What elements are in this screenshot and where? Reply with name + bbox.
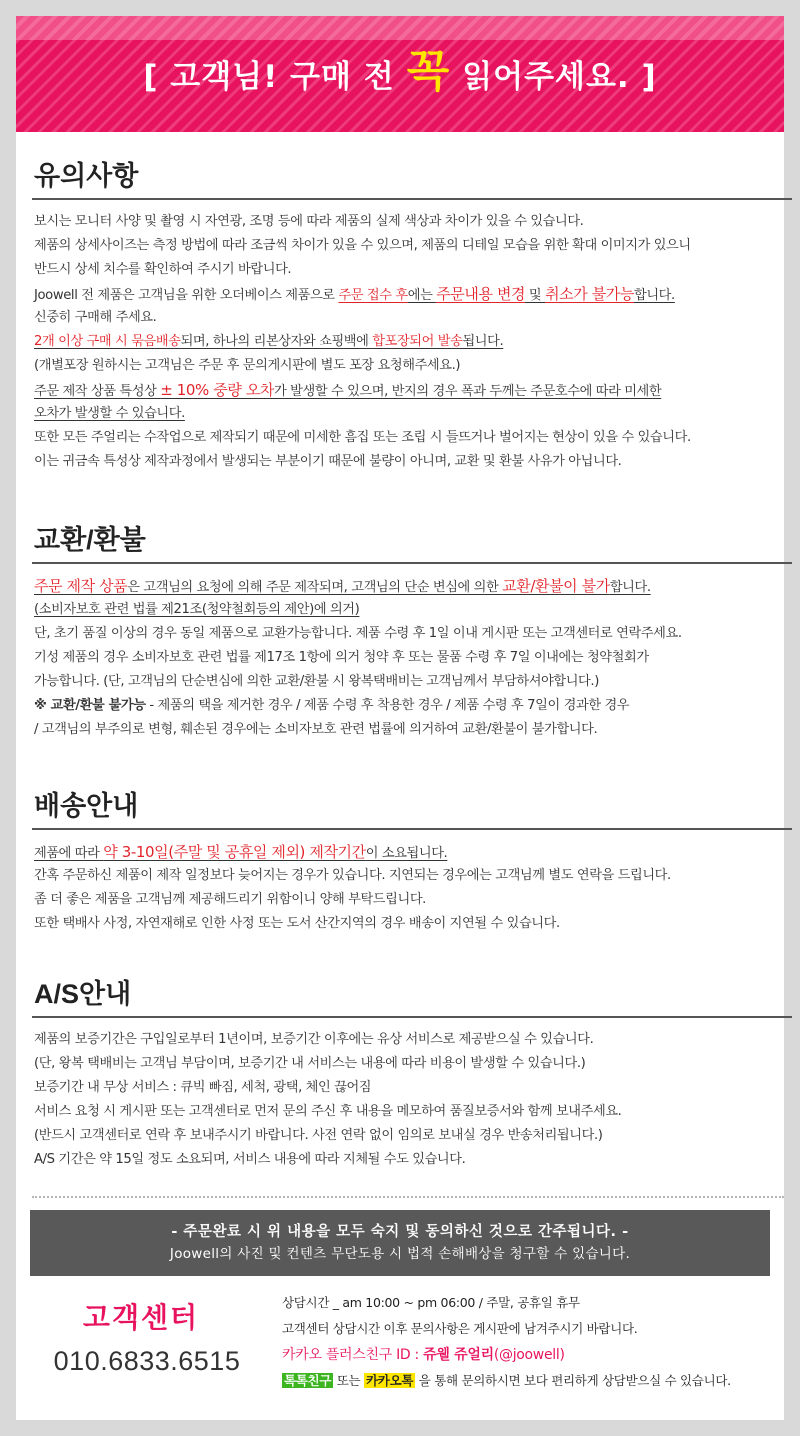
section-divider (32, 1016, 792, 1018)
text-span: 합니다. (634, 288, 675, 303)
exchange-line: 가능합니다. (단, 고객님의 단순변심에 의한 교환/환불 시 왕복택배비는 고객님께서 부담하셔야합니다.) (34, 674, 599, 689)
text-span: 약 3-10일(주말 및 공휴일 제외) 제작기간 (103, 843, 366, 861)
exchange-line: (소비자보호 관련 법률 제21조(청약철회등의 제안)에 의거) (34, 602, 360, 617)
cs-after-hours: 고객센터 상담시간 이후 문의사항은 게시판에 남겨주시기 바랍니다. (282, 1321, 638, 1336)
text-span: 제품에 따라 (34, 846, 104, 861)
shipping-line: 좀 더 좋은 제품을 고객님께 제공해드리기 위함이니 양해 부탁드립니다. (34, 892, 426, 907)
banner-title-left: [ 고객님! 구매 전 (143, 58, 395, 95)
as-line: (단, 왕복 택배비는 고객님 부담이며, 보증기간 내 서비스는 내용에 따라 비용이 발생할 수 있습니다.) (34, 1056, 586, 1071)
section-divider (32, 562, 792, 564)
exchange-line-custom (34, 574, 792, 598)
notes-line-order-policy (34, 282, 792, 306)
text-span: 합포장되어 발송 (372, 334, 463, 349)
customer-center-title: 고객센터 (82, 1301, 200, 1334)
text-span: 에는 (407, 288, 437, 303)
text-span: 은 고객님의 요청에 의해 주문 제작되며, 고객님의 단순 변심에 의한 (127, 580, 503, 595)
as-line: A/S 기간은 약 15일 정도 소요되며, 서비스 내용에 따라 지체될 수도 있습니다. (34, 1152, 466, 1167)
text-span: 및 (525, 288, 546, 303)
agreement-notice (30, 1210, 770, 1276)
kakaotalk-link[interactable]: 카카오톡 (366, 1373, 414, 1388)
text-span: - 제품의 택을 제거한 경우 / 제품 수령 후 착용한 경우 / 제품 수령 후 7일이 경과한 경우 (145, 698, 630, 713)
banner-stripe (16, 16, 784, 40)
notes-line-bundle (34, 330, 792, 354)
header-banner (16, 16, 784, 132)
exchange-line: 단, 초기 품질 이상의 경우 동일 제품으로 교환가능합니다. 제품 수령 후 1일 이내 게시판 또는 고객센터로 연락주세요. (34, 626, 682, 641)
exchange-section (32, 520, 792, 742)
dotted-divider (32, 1196, 784, 1198)
text-span: Joowell 전 제품은 고객님을 위한 오더베이스 제품으로 (34, 288, 339, 303)
text-span: 가 발생할 수 있으며, 반지의 경우 폭과 두께는 주문호수에 따라 미세한 (274, 384, 662, 399)
banner-title-right: 읽어주세요. ] (462, 58, 657, 95)
text-span: ± 10% 중량 오차 (160, 381, 275, 399)
as-line: 제품의 보증기간은 구입일로부터 1년이며, 보증기간 이후에는 유상 서비스로 제공받으실 수 있습니다. (34, 1032, 594, 1047)
text-span: 쥬웰 쥬얼리 (423, 1347, 494, 1363)
exchange-line-not-allowed (34, 694, 792, 718)
text-span: 주문 제작 상품 (34, 577, 128, 595)
text-span: 주문내용 변경 (436, 285, 526, 303)
text-span: ※ 교환/환불 불가능 (34, 698, 146, 713)
text-span: 됩니다. (462, 334, 504, 349)
notes-line: 반드시 상세 치수를 확인하여 주시기 바랍니다. (34, 262, 292, 277)
shipping-title: 배송안내 (34, 791, 139, 821)
text-span: 주문 접수 후 (338, 288, 408, 303)
exchange-line: 기성 제품의 경우 소비자보호 관련 법률 제17조 1항에 의거 청약 후 또는 물품 수령 후 7일 이내에는 청약철회가 (34, 650, 649, 665)
section-divider (32, 198, 792, 200)
kakao-plus-friend[interactable] (282, 1342, 772, 1368)
text-span: 또는 (333, 1373, 365, 1388)
notes-line: 보시는 모니터 사양 및 촬영 시 자연광, 조명 등에 따라 제품의 실제 색상과 차이가 있을 수 있습니다. (34, 214, 584, 229)
text-span: 주문 제작 상품 특성상 (34, 384, 161, 399)
notes-section (32, 156, 792, 474)
shipping-line: 또한 택배사 사정, 자연재해로 인한 사정 또는 도서 산간지역의 경우 배송이 지연될 수 있습니다. (34, 916, 560, 931)
agreement-notice-line: - 주문완료 시 위 내용을 모두 숙지 및 동의하신 것으로 간주됩니다. - (171, 1224, 629, 1240)
talktalk-link[interactable]: 톡톡친구 (284, 1373, 332, 1388)
notes-line: (개별포장 원하시는 고객님은 주문 후 문의게시판에 별도 포장 요청해주세요.) (34, 358, 461, 373)
notes-title: 유의사항 (34, 161, 139, 191)
notes-line: 신중히 구매해 주세요. (34, 310, 157, 325)
page-frame (16, 16, 784, 1420)
shipping-section (32, 786, 792, 936)
cs-hours: 상담시간 _ am 10:00 ~ pm 06:00 / 주말, 공휴일 휴무 (282, 1295, 580, 1310)
customer-center-phone[interactable]: 010.6833.6515 (53, 1346, 241, 1376)
banner-title (16, 38, 784, 108)
text-span: (@joowell) (493, 1347, 565, 1363)
text-span: 카카오 플러스친구 ID : (282, 1347, 424, 1363)
shipping-line: 간혹 주문하신 제품이 제작 일정보다 늦어지는 경우가 있습니다. 지연되는 경우에는 고객님께 별도 연락을 드립니다. (34, 868, 671, 883)
as-line: 보증기간 내 무상 서비스 : 큐빅 빠짐, 세척, 광택, 체인 끊어짐 (34, 1080, 372, 1095)
notes-line: 오차가 발생할 수 있습니다. (34, 406, 185, 421)
exchange-line: / 고객님의 부주의로 변형, 훼손된 경우에는 소비자보호 관련 법률에 의거하여 교환/환불이 불가합니다. (34, 722, 598, 737)
text-span: 되며, 하나의 리본상자와 쇼핑백에 (180, 334, 373, 349)
notes-line-weight (34, 378, 792, 402)
notes-line: 이는 귀금속 특성상 제작과정에서 발생되는 부분이기 때문에 불량이 아니며, 교환 및 환불 사유가 아닙니다. (34, 454, 622, 469)
section-divider (32, 828, 792, 830)
text-span: 을 통해 문의하시면 보다 편리하게 상담받으실 수 있습니다. (415, 1373, 731, 1388)
exchange-title: 교환/환불 (34, 525, 146, 555)
notes-line: 제품의 상세사이즈는 측정 방법에 따라 조금씩 차이가 있을 수 있으며, 제품의 디테일 모습을 위한 확대 이미지가 있으니 (34, 238, 691, 253)
copyright-notice-line: Joowell의 사진 및 컨텐츠 무단도용 시 법적 손해배상을 청구할 수 있습니다. (169, 1246, 631, 1262)
text-span: 2개 이상 구매 시 묶음배송 (34, 334, 181, 349)
as-line: (반드시 고객센터로 연락 후 보내주시기 바랍니다. 사전 연락 없이 임의로 보내실 경우 반송처리됩니다.) (34, 1128, 603, 1143)
text-span: 취소가 불가능 (545, 285, 634, 303)
text-span: 합니다. (609, 580, 651, 595)
shipping-line-period (34, 840, 792, 864)
customer-center-info (282, 1290, 772, 1394)
banner-title-highlight: 꼭 (406, 46, 451, 97)
as-title: A/S안내 (34, 979, 132, 1009)
chat-channels (282, 1368, 772, 1394)
text-span: 교환/환불이 불가 (502, 577, 610, 595)
notes-line: 또한 모든 주얼리는 수작업으로 제작되기 때문에 미세한 흠집 또는 조립 시 들뜨거나 벌어지는 현상이 있을 수 있습니다. (34, 430, 691, 445)
as-line: 서비스 요청 시 게시판 또는 고객센터로 먼저 문의 주신 후 내용을 메모하여 품질보증서와 함께 보내주세요. (34, 1104, 622, 1119)
text-span: 이 소요됩니다. (365, 846, 448, 861)
as-section (32, 974, 792, 1172)
